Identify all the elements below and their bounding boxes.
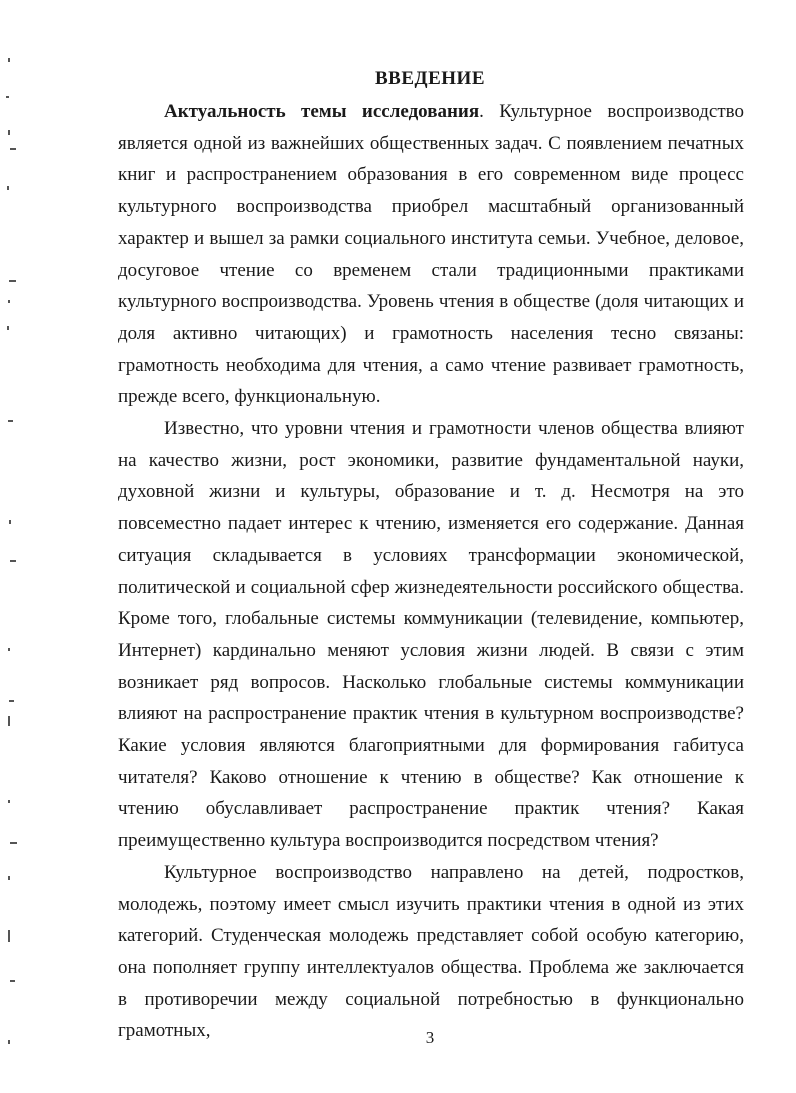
paragraph-reading-levels bbox=[118, 413, 744, 857]
section-title: ВВЕДЕНИЕ bbox=[375, 68, 485, 89]
body-text bbox=[118, 96, 744, 1047]
scan-margin-marks bbox=[0, 0, 40, 1093]
paragraph-lead: Актуальность темы исследования bbox=[164, 101, 480, 122]
paragraph-text: Известно, что уровни чтения и грамотности членов общества влияют на качество жизни, рост экономики, развитие фундаментальной науки, духовной жизни и культуры, образование и т. д. Несмотря на это повсеместно падает интерес к чтению, изменяется его содержание. Данная ситуация складывается в условиях трансформации экономической, политической и социальной сфер жизнедеятельности российского общества. Кроме того, глобальные системы коммуникации (телевидение, компьютер, Интернет) кардинально меняют условия жизни людей. В связи с этим возникает ряд вопросов. Насколько глобальные системы коммуникации влияют на распространение практик чтения в культурном воспроизводстве? Какие условия являются благоприятными для формирования габитуса читателя? Каково отношение к чтению в обществе? Как отношение к чтению обуславливает распространение практик чтения? Какая преимущественно культура воспроизводится посредством чтения? bbox=[118, 418, 744, 852]
paragraph-text: . Культурное воспроизводство является одной из важнейших общественных задач. С появлением печатных книг и распространением образования в его современном виде процесс культурного воспроизводства приобрел масштабный организованный характер и вышел за рамки социального института семьи. Учебное, деловое, досуговое чтение со временем стали традиционными практиками культурного воспроизводства. Уровень чтения в обществе (доля читающих и доля активно читающих) и грамотность населения тесно связаны: грамотность необходима для чтения, а само чтение развивает грамотность, прежде всего, функциональную. bbox=[118, 101, 744, 408]
paragraph-reproduction bbox=[118, 857, 744, 1047]
paragraph-relevance bbox=[118, 96, 744, 413]
paragraph-text: Культурное воспроизводство направлено на детей, подростков, молодежь, поэтому имеет смысл изучить практики чтения в одной из этих категорий. Студенческая молодежь представляет собой особую категорию, она пополняет группу интеллектуалов общества. Проблема же заключается в противоречии между социальной потребностью в функционально грамотных, bbox=[118, 861, 744, 1042]
page-number: 3 bbox=[425, 1028, 435, 1047]
